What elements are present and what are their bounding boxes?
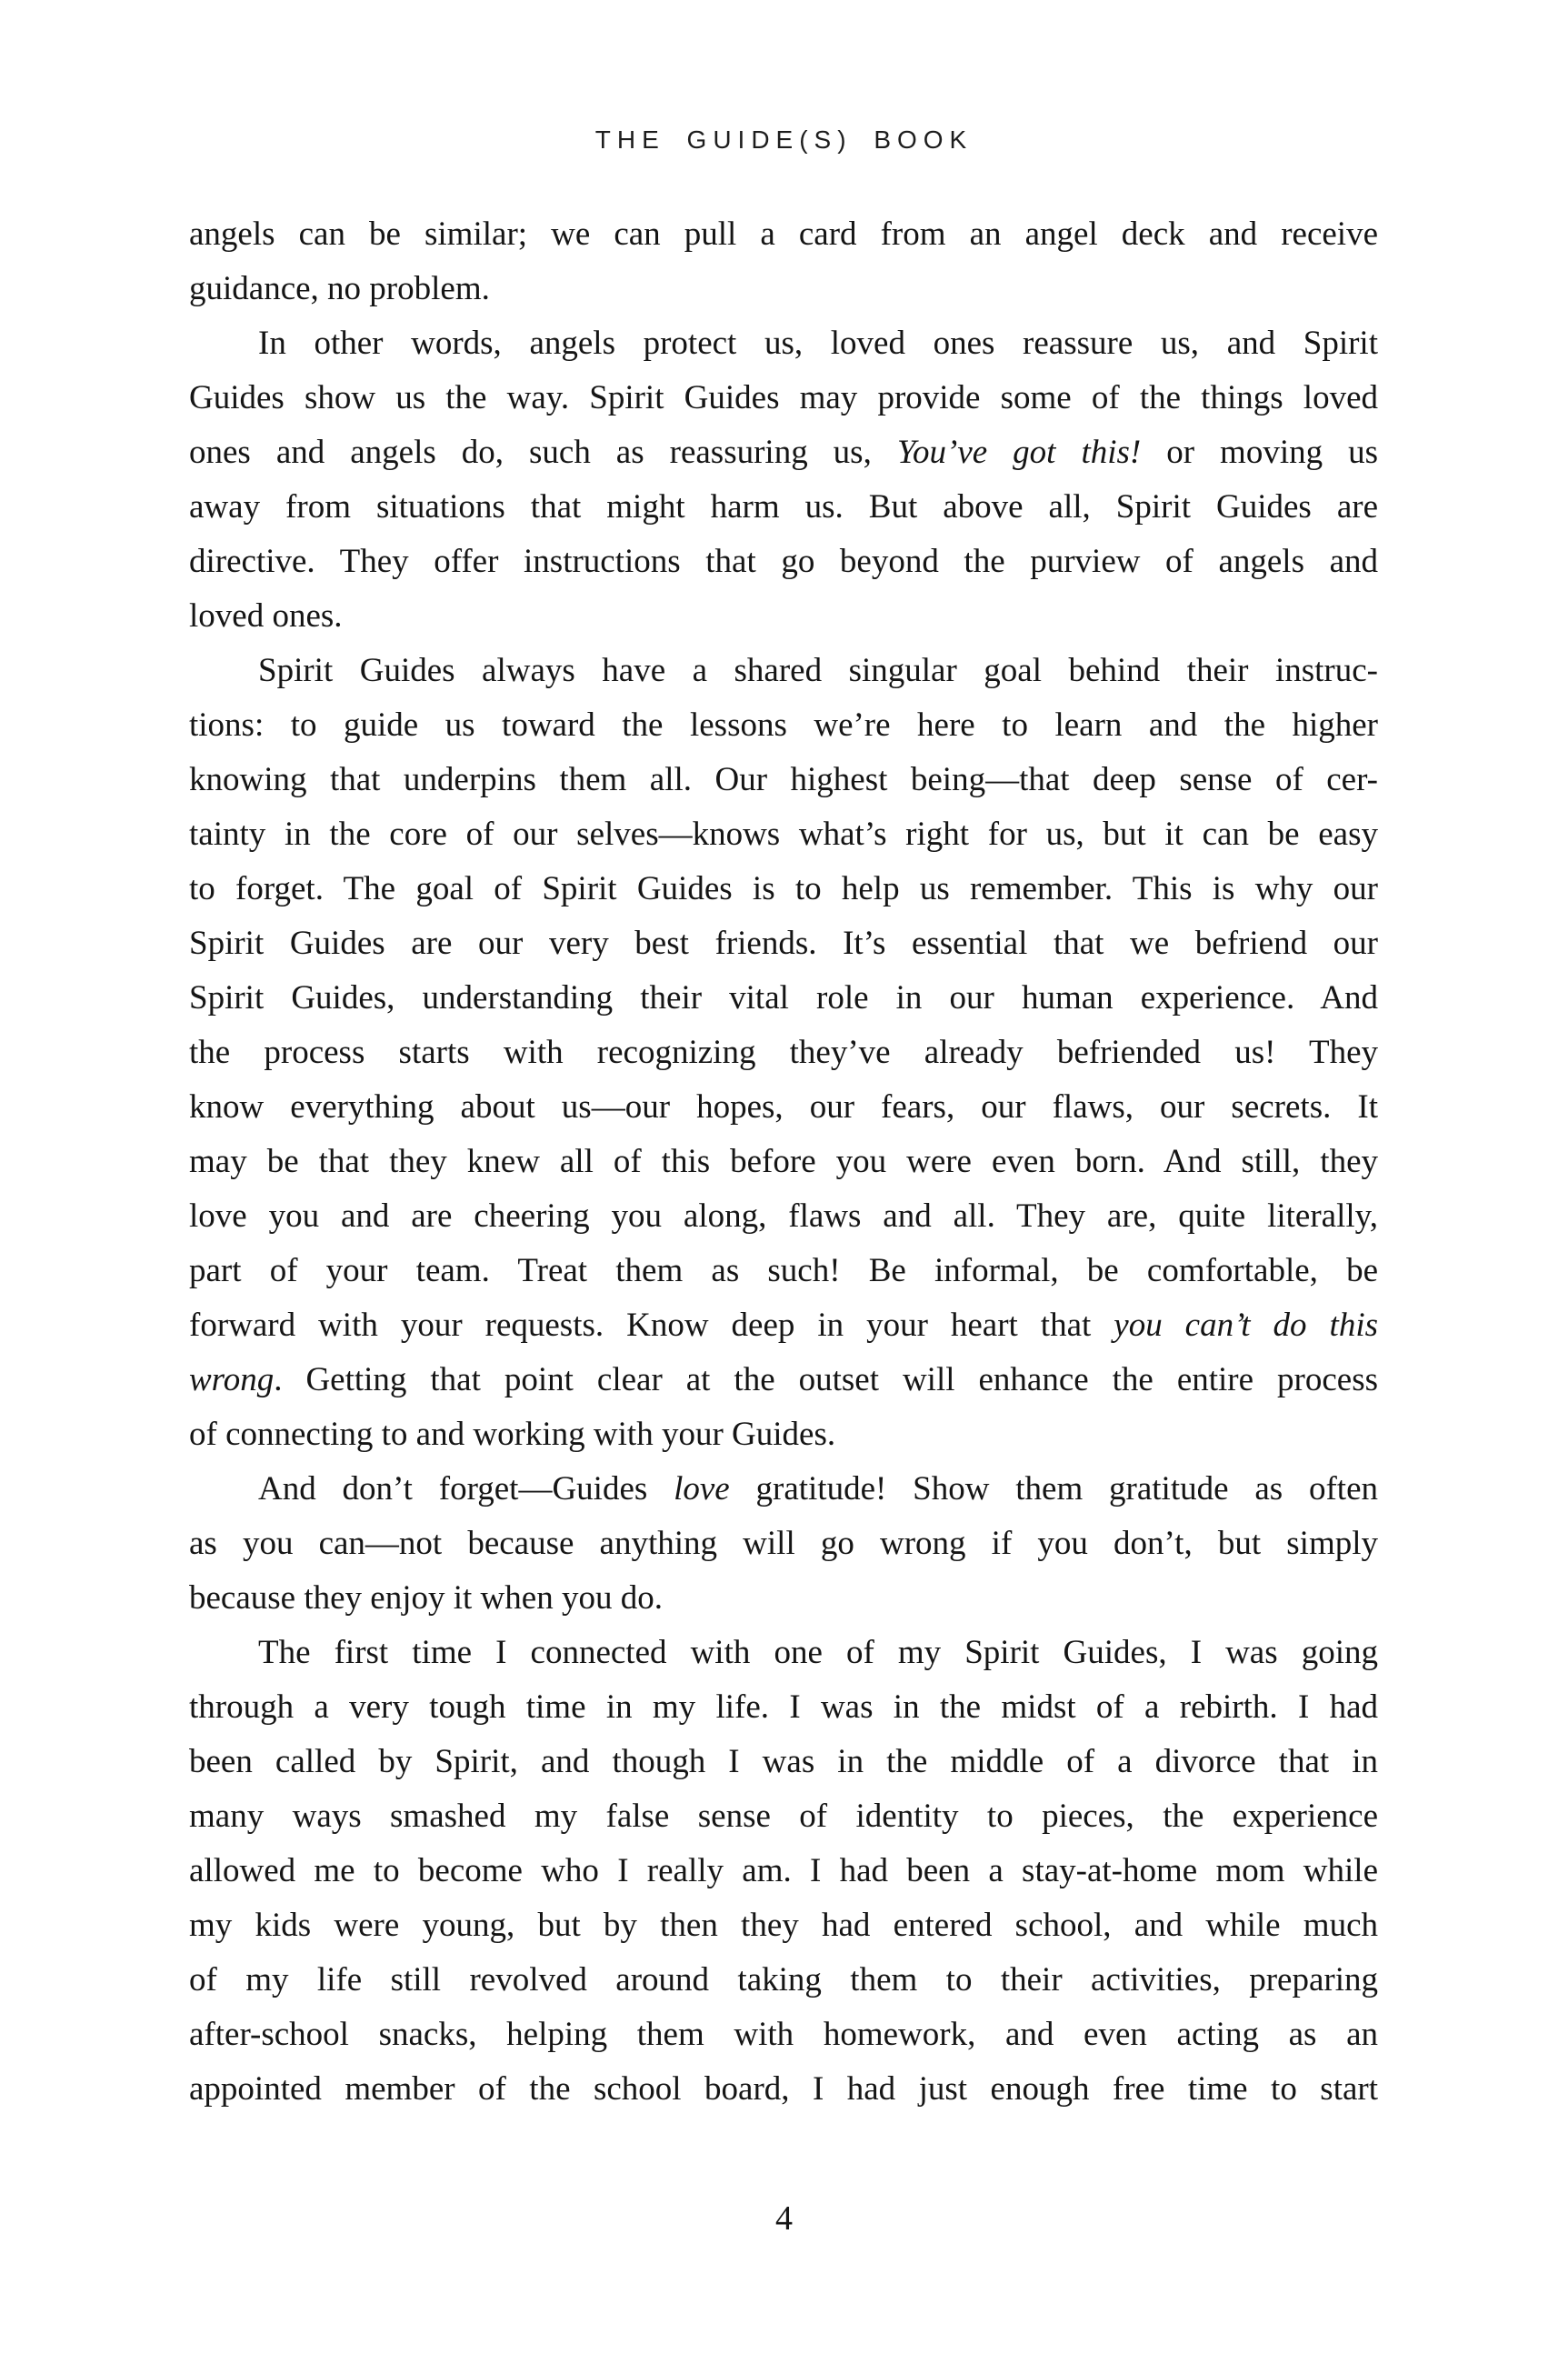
text-line: Spirit Guides are our very best friends. It’s essential that we befriend our (189, 925, 1378, 962)
text-line: know everything about us—our hopes, our fears, our flaws, our secrets. It (189, 1088, 1378, 1126)
text-line: may be that they knew all of this before you were even born. And still, they (189, 1143, 1378, 1180)
text-line: forward with your requests. Know deep in your heart that you can’t do this (189, 1307, 1378, 1344)
text-line: many ways smashed my false sense of identity to pieces, the experience (189, 1798, 1378, 1835)
text-line: love you and are cheering you along, flaws and all. They are, quite literally, (189, 1197, 1378, 1235)
text-line: through a very tough time in my life. I was in the midst of a rebirth. I had (189, 1688, 1378, 1726)
text-line: And don’t forget—Guides love gratitude! Show them gratitude as often (258, 1470, 1378, 1508)
text-line: loved ones. (189, 597, 343, 635)
text-line: as you can—not because anything will go wrong if you don’t, but simply (189, 1525, 1378, 1562)
text-line: knowing that underpins them all. Our highest being—that deep sense of cer- (189, 761, 1378, 798)
text-line: The first time I connected with one of my Spirit Guides, I was going (258, 1634, 1378, 1671)
text-line: part of your team. Treat them as such! Be informal, be comfortable, be (189, 1252, 1378, 1289)
text-line: my kids were young, but by then they had entered school, and while much (189, 1907, 1378, 1944)
text-line: after-school snacks, helping them with homework, and even acting as an (189, 2016, 1378, 2053)
text-line: appointed member of the school board, I had just enough free time to start (189, 2070, 1378, 2108)
text-line: angels can be similar; we can pull a card from an angel deck and receive (189, 215, 1378, 253)
page-number: 4 (775, 2199, 793, 2238)
text-line: the process starts with recognizing they’ve already befriended us! They (189, 1034, 1378, 1071)
italic-text: You’ve got this! (896, 434, 1142, 471)
text-line: tainty in the core of our selves—knows what’s right for us, but it can be easy (189, 816, 1378, 853)
text-line: Spirit Guides, understanding their vital role in our human experience. And (189, 979, 1378, 1017)
text-line: been called by Spirit, and though I was in the middle of a divorce that in (189, 1743, 1378, 1780)
text-line: guidance, no problem. (189, 270, 490, 307)
text-line: In other words, angels protect us, loved ones reassure us, and Spirit (258, 325, 1378, 362)
text-line: ones and angels do, such as reassuring us, You’ve got this! or moving us (189, 434, 1378, 471)
text-line: of my life still revolved around taking them to their activities, preparing (189, 1961, 1378, 1998)
text-line: wrong. Getting that point clear at the outset will enhance the entire process (189, 1361, 1378, 1398)
text-line: allowed me to become who I really am. I had been a stay-at-home mom while (189, 1852, 1378, 1889)
text-line: to forget. The goal of Spirit Guides is to help us remember. This is why our (189, 870, 1378, 907)
text-line: Guides show us the way. Spirit Guides may provide some of the things loved (189, 379, 1378, 416)
italic-text: you can’t do this (1114, 1307, 1378, 1344)
text-line: Spirit Guides always have a shared singular goal behind their instruc- (258, 652, 1378, 689)
text-line: of connecting to and working with your Guides. (189, 1416, 836, 1453)
text-line: because they enjoy it when you do. (189, 1579, 663, 1617)
italic-text: wrong (189, 1361, 275, 1398)
running-header: THE GUIDE(S) BOOK (594, 125, 974, 154)
page-body (189, 207, 1378, 2117)
text-line: away from situations that might harm us. But above all, Spirit Guides are (189, 488, 1378, 526)
text-line: tions: to guide us toward the lessons we’re here to learn and the higher (189, 706, 1378, 744)
italic-text: love (674, 1470, 730, 1508)
text-line: directive. They offer instructions that go beyond the purview of angels and (189, 543, 1378, 580)
